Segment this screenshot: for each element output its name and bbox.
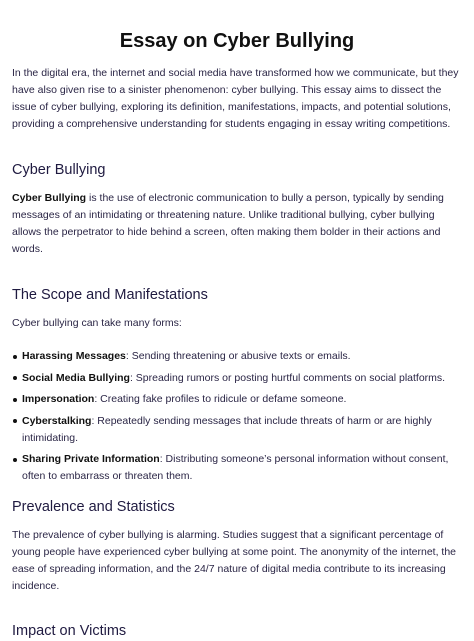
prevalence-paragraph: The prevalence of cyber bullying is alarming. Studies suggest that a significant percentage of young people have experienced cyber bullying at some point. The anonymity of the internet, the ease of spreading information, and the 24/7 nature of digital media contribute to its increasing incidence.: [12, 529, 457, 592]
intro-paragraph: In the digital era, the internet and social media have transformed how we communicate, but they have also given rise to a sinister phenomenon: cyber bullying. This essay aims to dissect the issue of cyber bullying, exploring its definition, manifestations, impacts, and potential solutions, providing a comprehensive understanding for students engaging in essay writing competitions.: [12, 67, 459, 130]
list-item: [22, 370, 462, 387]
list-item: [22, 413, 462, 447]
list-item-term: Harassing Messages: [22, 350, 126, 362]
bullet-icon: [13, 458, 17, 462]
cyber-bullying-paragraph: [12, 190, 462, 258]
heading-impact-victims: Impact on Victims: [12, 623, 127, 639]
list-item-term: Impersonation: [22, 393, 95, 405]
scope-lead: Cyber bullying can take many forms:: [12, 317, 182, 329]
list-item-text: : Sending threatening or abusive texts or emails.: [125, 350, 351, 362]
heading-prevalence-statistics: Prevalence and Statistics: [12, 499, 175, 515]
cyber-bullying-definition: is the use of electronic communication to bully a person, typically by sending messages of an intimidating or threatening nature. Unlike traditional bullying, cyber bullying allows the perpetrator to hide behind a screen, often making them bolder in their actions and words.: [12, 192, 444, 255]
list-item: [22, 451, 462, 485]
bullet-icon: [13, 355, 17, 359]
bullet-icon: [13, 398, 17, 402]
list-item-text: : Creating fake profiles to ridicule or defame someone.: [94, 393, 347, 405]
bullet-icon: [13, 419, 17, 423]
list-item-term: Sharing Private Information: [22, 453, 160, 465]
heading-cyber-bullying: Cyber Bullying: [12, 162, 106, 178]
essay-page: [12, 0, 462, 641]
list-item-term: Cyberstalking: [22, 414, 92, 427]
list-item-term: Social Media Bullying: [22, 371, 130, 384]
list-item-text: : Spreading rumors or posting hurtful comments on social platforms.: [129, 371, 446, 384]
list-item-text: : Repeatedly sending messages that include threats of harm or are highly intimidating.: [22, 414, 432, 444]
manifestations-list: [12, 348, 462, 485]
list-item-text: : Distributing someone’s personal information without consent, often to embarrass or threaten them.: [22, 453, 449, 482]
list-item: [22, 391, 462, 408]
bullet-icon: [13, 376, 17, 380]
page-title: Essay on Cyber Bullying: [119, 30, 355, 52]
cyber-bullying-term: Cyber Bullying: [12, 192, 87, 204]
heading-scope-manifestations: The Scope and Manifestations: [12, 287, 208, 303]
list-item: [22, 348, 462, 365]
